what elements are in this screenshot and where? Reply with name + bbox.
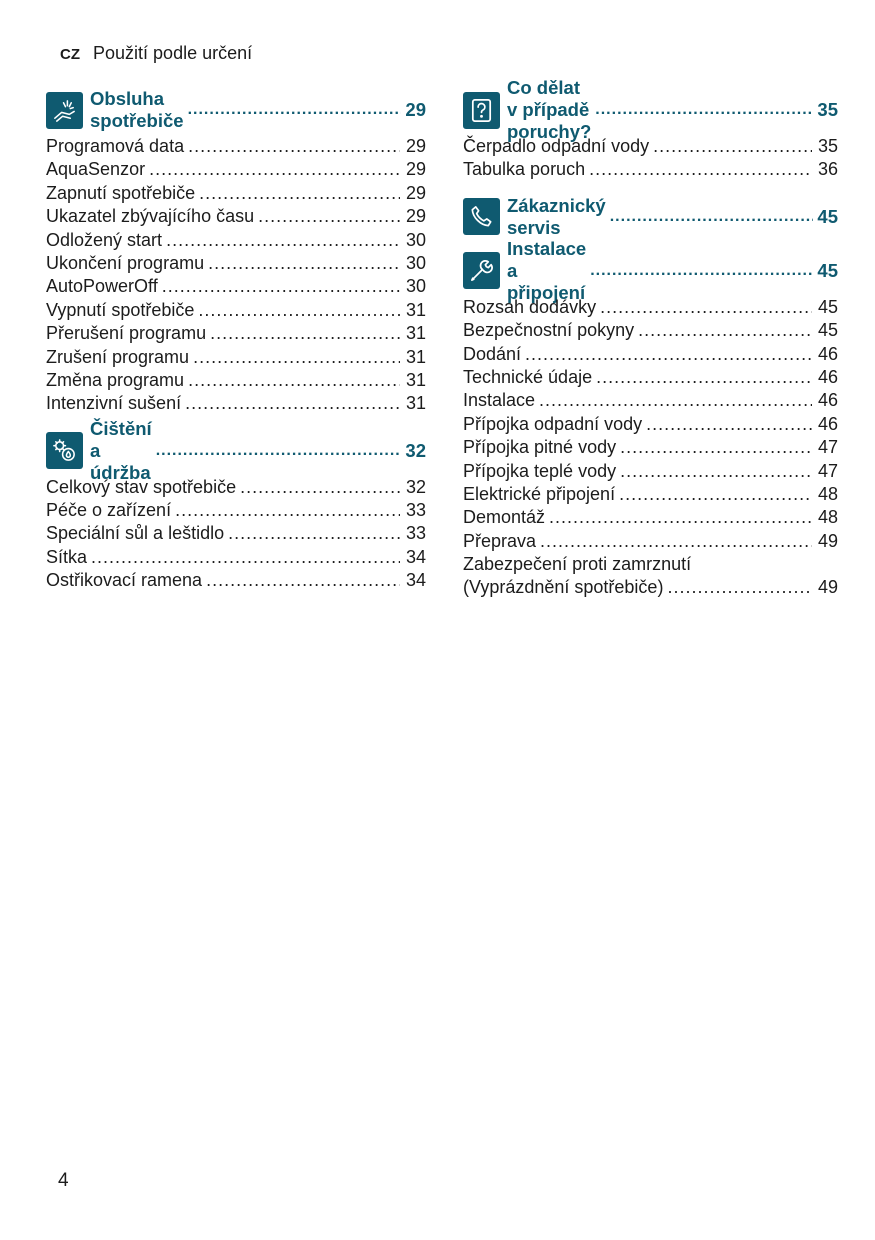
toc-entry[interactable] — [463, 344, 838, 367]
toc-section — [463, 237, 838, 601]
leader-dots — [228, 523, 400, 544]
toc-entry[interactable] — [463, 461, 838, 484]
toc-entry[interactable] — [463, 531, 838, 554]
entry-label: Přípojka teplé vody — [463, 460, 617, 481]
entry-label: Sítka — [46, 546, 88, 567]
entry-label: Demontáž — [463, 507, 546, 528]
entry-page: 31 — [405, 299, 426, 320]
toc-entry[interactable] — [46, 300, 426, 323]
section-heading[interactable] — [46, 90, 426, 130]
toc-entry[interactable] — [463, 577, 838, 600]
toc-right-column — [463, 77, 838, 615]
gears-drop-icon — [46, 432, 83, 469]
entry-label: Programová data — [46, 136, 185, 156]
entry-label: AutoPowerOff — [46, 276, 158, 297]
entry-label: Ukazatel zbývajícího času — [46, 206, 255, 227]
toc-entry[interactable] — [463, 320, 838, 343]
leader-dots — [156, 442, 402, 460]
entry-page: 36 — [817, 159, 838, 180]
entry-page: 46 — [817, 366, 838, 387]
entry-label: Tabulka poruch — [463, 159, 586, 180]
leader-dots — [595, 101, 813, 119]
entry-page: 30 — [405, 276, 426, 297]
entry-page: 46 — [817, 343, 838, 364]
toc-entry[interactable] — [46, 547, 426, 570]
leader-dots — [620, 461, 812, 482]
toc-entry[interactable] — [46, 570, 426, 593]
entry-page: 32 — [405, 476, 426, 497]
leader-dots — [193, 347, 400, 368]
section-page: 29 — [405, 99, 426, 120]
section-title: Co dělat v případě poruchy? — [507, 77, 592, 142]
entry-label: Ostřikovací ramena — [46, 570, 203, 591]
section-page: 45 — [817, 205, 838, 227]
leader-dots — [208, 253, 400, 274]
leader-dots — [91, 547, 400, 568]
toc-entry[interactable] — [463, 554, 838, 577]
leader-dots — [540, 531, 812, 552]
entry-page: 47 — [817, 460, 838, 481]
leader-dots — [596, 367, 812, 388]
toc-left-column — [46, 90, 426, 608]
leader-dots — [210, 323, 400, 344]
phone-icon — [463, 198, 500, 235]
leader-dots — [525, 344, 812, 365]
entry-label: Bezpečnostní pokyny — [463, 320, 635, 341]
entry-label: AquaSenzor — [46, 159, 146, 180]
leader-dots — [589, 159, 812, 180]
entry-label: (Vyprázdnění spotřebiče) — [463, 577, 664, 598]
entry-label: Přerušení programu — [46, 323, 207, 344]
entry-page: 45 — [817, 296, 838, 317]
entry-page: 49 — [817, 530, 838, 551]
entry-label: Celkový stav spotřebiče — [46, 476, 237, 497]
toc-entry[interactable] — [463, 136, 838, 159]
leader-dots — [646, 414, 812, 435]
language-code: CZ — [60, 46, 80, 63]
section-page: 32 — [405, 439, 426, 461]
toc-entry[interactable] — [463, 507, 838, 530]
running-header — [60, 43, 252, 64]
entry-page: 33 — [405, 500, 426, 521]
page-number: 4 — [58, 1170, 69, 1191]
entry-label: Odložený start — [46, 229, 163, 250]
toc-entry[interactable] — [46, 370, 426, 393]
entry-page: 31 — [405, 346, 426, 367]
entry-page: 45 — [817, 320, 838, 341]
entry-page: 31 — [405, 393, 426, 414]
toc-section — [46, 90, 426, 417]
toc-entry[interactable] — [46, 206, 426, 229]
entry-page: 29 — [405, 159, 426, 180]
entry-page: 29 — [405, 136, 426, 156]
toc-entry[interactable] — [46, 500, 426, 523]
toc-section — [463, 77, 838, 183]
leader-dots — [549, 507, 812, 528]
entry-page: 30 — [405, 229, 426, 250]
toc-entry[interactable] — [463, 297, 838, 320]
wrench-icon — [463, 252, 500, 289]
toc-entry[interactable] — [46, 523, 426, 546]
leader-dots — [590, 262, 813, 280]
leader-dots — [667, 577, 812, 598]
section-heading[interactable] — [46, 417, 426, 483]
leader-dots — [258, 206, 400, 227]
entry-label: Technické údaje — [463, 366, 593, 387]
entry-label: Péče o zařízení — [46, 500, 172, 521]
toc-entry[interactable] — [46, 159, 426, 182]
leader-dots — [198, 300, 400, 321]
entry-label: Intenzivní sušení — [46, 393, 182, 414]
section-heading[interactable] — [463, 237, 838, 303]
entry-label: Vypnutí spotřebiče — [46, 299, 195, 320]
entry-page: 31 — [405, 369, 426, 390]
toc-entry[interactable] — [46, 323, 426, 346]
question-mark-icon — [463, 92, 500, 129]
section-title: Čištění a údržba — [90, 417, 152, 483]
entry-label: Elektrické připojení — [463, 483, 616, 504]
entry-label: Přípojka pitné vody — [463, 437, 617, 458]
leader-dots — [188, 101, 402, 119]
section-page: 45 — [817, 259, 838, 281]
hand-sparkle-icon — [46, 92, 83, 129]
entry-page: 33 — [405, 523, 426, 544]
entry-page: 30 — [405, 252, 426, 273]
leader-dots — [188, 370, 400, 391]
entry-label: Čerpadlo odpadní vody — [463, 136, 650, 156]
toc-entry[interactable] — [463, 390, 838, 413]
toc-entry[interactable] — [46, 347, 426, 370]
leader-dots — [188, 136, 400, 157]
leader-dots — [162, 276, 400, 297]
entry-page: 29 — [405, 206, 426, 227]
leader-dots — [149, 159, 400, 180]
entry-label: Zrušení programu — [46, 346, 190, 367]
toc-entry[interactable] — [46, 230, 426, 253]
leader-dots — [620, 437, 812, 458]
leader-dots — [199, 183, 400, 204]
entry-page: 47 — [817, 437, 838, 458]
entry-label: Speciální sůl a leštidlo — [46, 523, 225, 544]
section-heading[interactable] — [463, 77, 838, 142]
leader-dots — [539, 390, 812, 411]
leader-dots — [175, 500, 400, 521]
entry-label: Přípojka odpadní vody — [463, 413, 643, 434]
toc-entry[interactable] — [46, 393, 426, 416]
entry-page: 34 — [405, 570, 426, 591]
section-title: Instalace a připojení — [507, 237, 587, 303]
toc-entry[interactable] — [46, 477, 426, 500]
toc-entry[interactable] — [46, 136, 426, 159]
entry-page: 31 — [405, 323, 426, 344]
entry-label: Dodání — [463, 343, 522, 364]
toc-section — [46, 417, 426, 594]
entry-label: Změna programu — [46, 369, 185, 390]
toc-entry[interactable] — [463, 414, 838, 437]
section-page: 35 — [817, 99, 838, 120]
entry-page: 34 — [405, 546, 426, 567]
toc-entry[interactable] — [463, 159, 838, 182]
leader-dots — [653, 136, 812, 157]
toc-entry[interactable] — [463, 437, 838, 460]
entry-label: Ukončení programu — [46, 252, 205, 273]
entry-label: Zapnutí spotřebiče — [46, 182, 196, 203]
section-heading[interactable] — [463, 194, 838, 238]
leader-dots — [166, 230, 400, 251]
entry-label: Přeprava — [463, 530, 537, 551]
entry-label: Rozsah dodávky — [463, 296, 597, 317]
chapter-title: Použití podle určení — [93, 43, 253, 63]
toc-entry[interactable] — [46, 253, 426, 276]
leader-dots — [610, 208, 814, 226]
entry-page: 35 — [817, 136, 838, 156]
toc-entry[interactable] — [463, 367, 838, 390]
leader-dots — [185, 393, 400, 414]
section-title: Obsluha spotřebiče — [90, 88, 184, 131]
entry-label: Instalace — [463, 390, 536, 411]
leader-dots — [240, 477, 400, 498]
toc-entry[interactable] — [46, 183, 426, 206]
toc-entry[interactable] — [463, 484, 838, 507]
section-title: Zákaznický servis — [507, 194, 606, 238]
entry-page: 46 — [817, 390, 838, 411]
entry-label: Zabezpečení proti zamrznutí — [463, 554, 692, 575]
leader-dots — [206, 570, 400, 591]
entry-page: 48 — [817, 483, 838, 504]
leader-dots — [619, 484, 812, 505]
entry-page: 49 — [817, 577, 838, 598]
leader-dots — [638, 320, 812, 341]
leader-dots — [600, 297, 812, 318]
entry-page: 48 — [817, 507, 838, 528]
entry-page: 46 — [817, 413, 838, 434]
entry-page: 29 — [405, 182, 426, 203]
toc-entry[interactable] — [46, 276, 426, 299]
toc-section — [463, 194, 838, 238]
